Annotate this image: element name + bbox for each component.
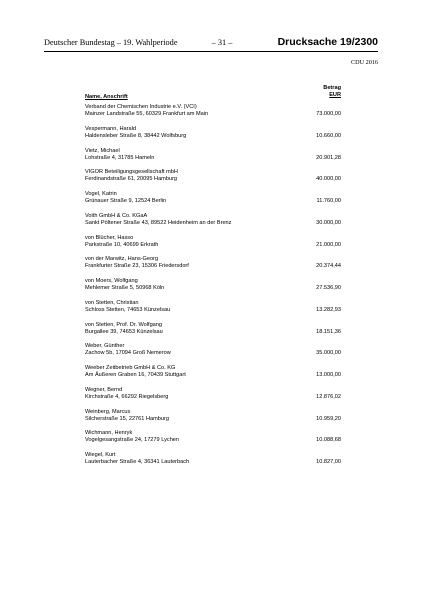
- document-number-value: 2300: [354, 36, 378, 48]
- donation-amount: 27.536,90: [316, 285, 341, 292]
- donor-address: Schloss Stetten, 74653 Künzelsau: [85, 306, 171, 313]
- donor-name: Weeber Zeitbetrieb GmbH & Co. KG: [85, 365, 176, 371]
- table-row: [85, 343, 341, 365]
- donation-amount: 10.088,68: [316, 437, 341, 444]
- donor-address: Ferdinandstraße 61, 20095 Hamburg: [85, 176, 178, 183]
- donor-name: VIGOR Beteiligungsgesellschaft mbH: [85, 169, 178, 176]
- header-periodical: Deutscher Bundestag – 19. Wahlperiode: [44, 38, 178, 47]
- table-row: [85, 278, 341, 300]
- donor-address: Zachow 5b, 17094 Groß Nemerow: [85, 350, 171, 357]
- page-header: [44, 36, 378, 50]
- table-row: [85, 365, 341, 387]
- donation-amount: 13.000,00: [316, 372, 341, 379]
- donor-name: Wegner, Bernd: [85, 386, 123, 393]
- donor-name: Weber, Günther: [85, 343, 125, 350]
- donor-name: Weinberg, Marcus: [85, 408, 131, 415]
- document-label: Drucksache 19/: [277, 36, 355, 48]
- donation-amount: 10.827,00: [316, 459, 341, 466]
- donor-address: Parkstraße 10, 40699 Erkrath: [85, 241, 159, 248]
- donor-address: Haldensleber Straße 8, 38442 Wolfsburg: [85, 132, 187, 139]
- donor-name: von Stetten, Christian: [85, 299, 139, 306]
- donor-address: Lauterbacher Straße 4, 36341 Lauterbach: [85, 459, 190, 466]
- document-number: [278, 36, 378, 48]
- donation-amount: 11.760,00: [316, 198, 341, 205]
- party-year-label: CDU 2016: [351, 59, 378, 66]
- table-row: [85, 409, 341, 431]
- table-row: [85, 104, 341, 126]
- table-row: [85, 387, 341, 409]
- donation-amount: 20.374,44: [316, 263, 341, 270]
- donor-name: Voith GmbH & Co. KGaA: [85, 212, 148, 219]
- donor-name: Verband der Chemischen Industrie e.V. (VCI): [85, 104, 197, 110]
- table-row: [85, 430, 341, 452]
- donor-name: von Moers, Wolfgang: [85, 278, 138, 284]
- column-header-amount: [323, 85, 341, 99]
- table-row: [85, 300, 341, 322]
- donor-address: Lohstraße 4, 31785 Hameln: [85, 154, 155, 161]
- donation-amount: 21.000,00: [316, 241, 341, 248]
- donor-name: Vespermann, Harald: [85, 125, 136, 132]
- donation-amount: 10.959,20: [316, 415, 341, 422]
- donor-address: Silcherstraße 15, 22761 Hamburg: [85, 415, 169, 422]
- table-row: [85, 169, 341, 191]
- table-row: [85, 235, 341, 257]
- donor-name: Wiegel, Kurt: [85, 452, 116, 458]
- table-header: [85, 84, 341, 102]
- table-row: [85, 213, 341, 235]
- donation-amount: 13.282,93: [316, 306, 341, 313]
- donation-amount: 73.000,00: [316, 111, 341, 118]
- table-row: [85, 126, 341, 148]
- table-row: [85, 322, 341, 344]
- donation-amount: 30.000,00: [316, 219, 341, 226]
- donor-address: Grünauer Straße 9, 12524 Berlin: [85, 198, 167, 205]
- donor-name: Vogel, Katrin: [85, 191, 117, 197]
- donor-name: von Stetten, Prof. Dr. Wolfgang: [85, 321, 163, 328]
- donor-address: Frankfurter Straße 23, 15306 Friedersdorf: [85, 263, 189, 270]
- donation-amount: 18.151,36: [316, 328, 341, 335]
- donor-address: Am Äußeren Graben 16, 70439 Stuttgart: [85, 372, 186, 379]
- column-header-amount-label: Betrag: [323, 85, 341, 91]
- donor-name: von Blücher, Hasso: [85, 234, 134, 241]
- page-number: – 31 –: [211, 38, 233, 47]
- donor-address: Mehlemer Straße 5, 50968 Köln: [85, 285, 165, 292]
- donation-amount: 12.876,02: [316, 393, 341, 400]
- donor-address: Burgallee 39, 74653 Künzelsau: [85, 328, 163, 335]
- donor-name: Wichmann, Henryk: [85, 430, 133, 437]
- donation-table: [85, 104, 341, 474]
- donor-address: Kirchstraße 4, 66292 Riegelsberg: [85, 393, 169, 400]
- column-header-amount-unit: EUR: [329, 92, 341, 98]
- donor-address: Mainzer Landstraße 55, 60329 Frankfurt am Main: [85, 111, 209, 118]
- table-row: [85, 452, 341, 474]
- donation-amount: 10.660,00: [316, 132, 341, 139]
- table-row: [85, 148, 341, 170]
- table-row: [85, 256, 341, 278]
- donation-amount: 35.000,00: [316, 350, 341, 357]
- donation-amount: 40.000,00: [316, 176, 341, 183]
- donor-address: Vogelgesangstraße 24, 17279 Lychen: [85, 437, 180, 444]
- donation-amount: 20.901,28: [316, 154, 341, 161]
- donor-name: von der Marwitz, Hans-Georg: [85, 256, 159, 263]
- column-header-name: Name, Anschrift: [85, 94, 128, 100]
- donor-name: Vietz, Michael: [85, 147, 120, 154]
- table-row: [85, 191, 341, 213]
- header-rule: [44, 51, 378, 52]
- donor-address: Sankt Pöltener Straße 43, 89522 Heidenheim an der Brenz: [85, 219, 232, 226]
